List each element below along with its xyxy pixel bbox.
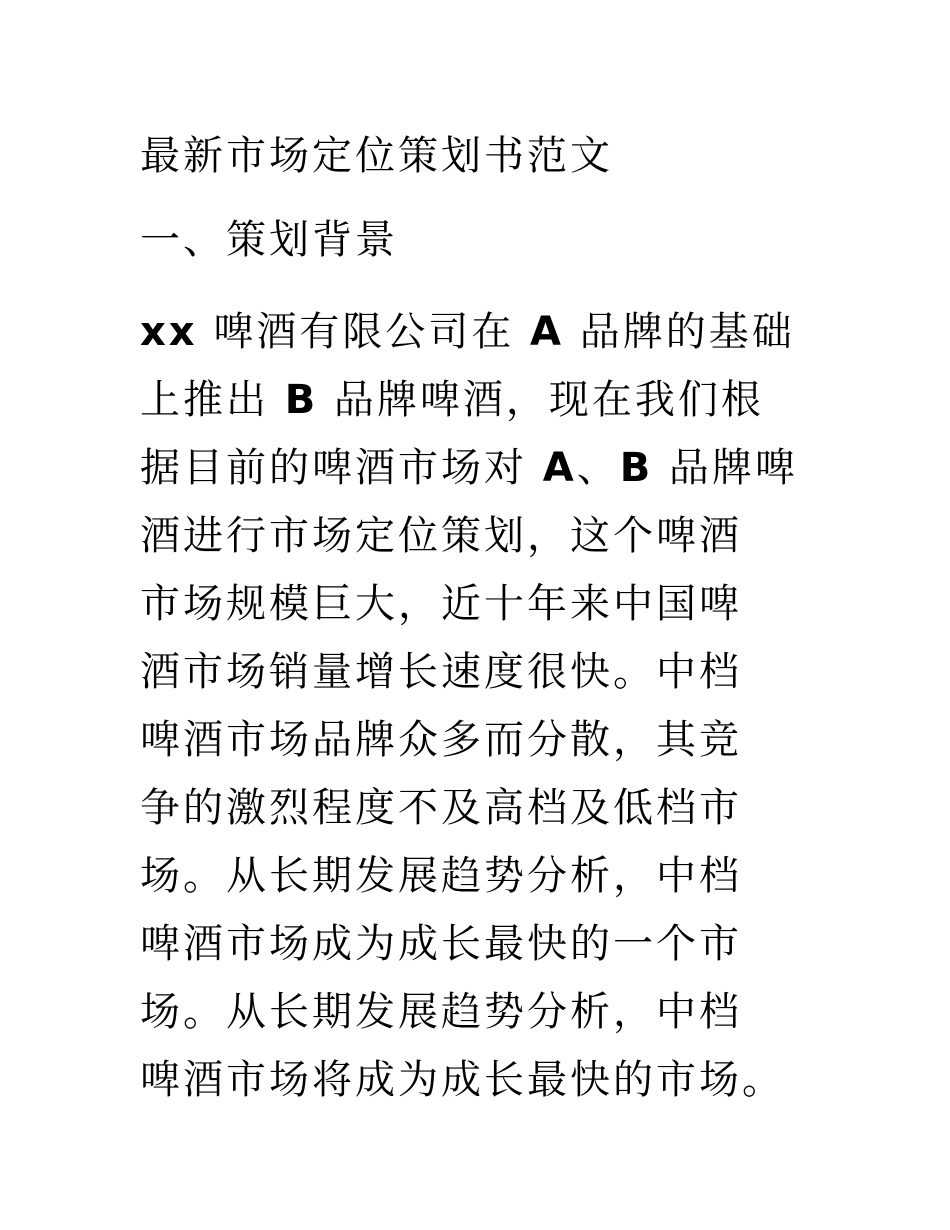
paragraph-line [140,910,830,978]
text-run: 上推出 [140,377,285,423]
text-run: 据目前的啤酒市场对 [140,445,543,491]
section-heading: 一、策划背景 [140,217,398,263]
paragraph-line [140,1046,830,1114]
text-run: 酒市场销量增长速度很快。中档 [140,649,742,695]
paragraph-line [140,502,830,570]
paragraph-line [140,298,830,366]
paragraph-line [140,570,830,638]
text-run: 啤酒市场成为成长最快的一个市 [140,921,742,967]
text-run: 啤酒市场将成为成长最快的市场。 [140,1057,785,1103]
text-run: 品牌啤酒，现在我们根 [318,377,764,423]
document-title: 最新市场定位策划书范文 [140,133,613,179]
text-run: 场。从长期发展趋势分析，中档 [140,853,742,899]
text-run: 品牌的基础 [564,309,795,355]
bold-text-run: A [542,445,577,491]
text-run: 、 [576,445,620,491]
paragraph-line [140,638,830,706]
paragraph-line [140,366,830,434]
bold-text-run: B [619,445,654,491]
text-run: 争的激烈程度不及高档及低档市 [140,785,742,831]
text-run: 啤酒有限公司在 [197,309,531,355]
paragraph-line [140,842,830,910]
paragraph-line [140,774,830,842]
text-run: 市场规模巨大，近十年来中国啤 [140,581,742,627]
text-run: 场。从长期发展趋势分析，中档 [140,989,742,1035]
text-run: 啤酒市场品牌众多而分散，其竞 [140,717,742,763]
bold-text-run: xx [140,309,198,355]
body-paragraph [140,298,830,1114]
text-run: 酒进行市场定位策划，这个啤酒 [140,513,742,559]
paragraph-line [140,434,830,502]
paragraph-line [140,706,830,774]
paragraph-line [140,978,830,1046]
text-run: 品牌啤 [653,445,798,491]
bold-text-run: A [530,309,565,355]
bold-text-run: B [284,377,319,423]
